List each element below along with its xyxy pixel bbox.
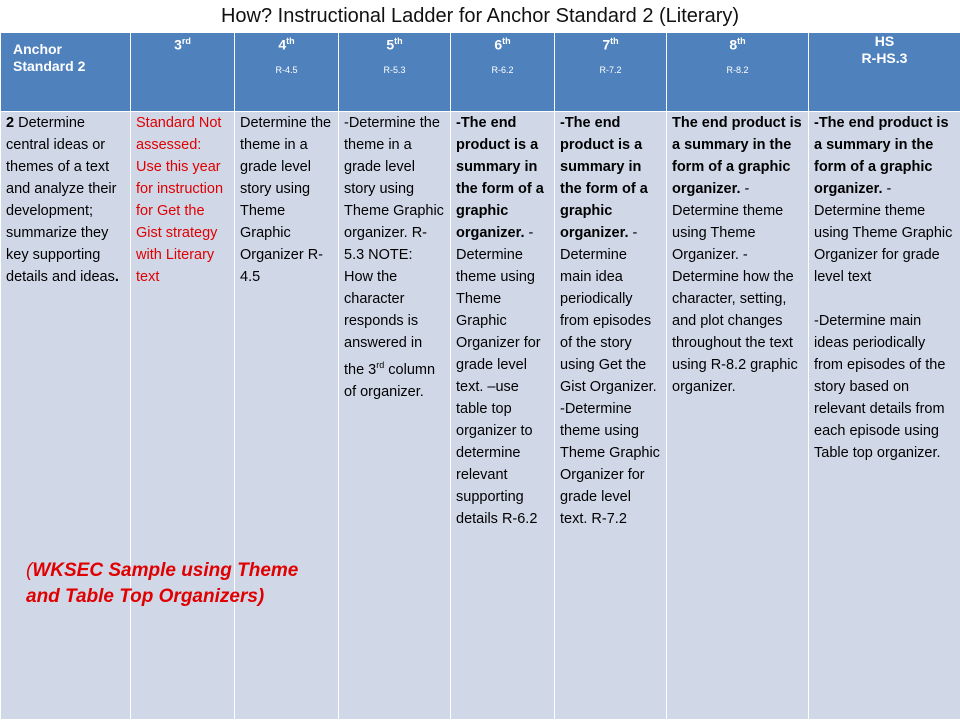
header-hs [809, 33, 960, 112]
cell-grade-8 [667, 112, 809, 720]
grade-8-text: -Determine theme using Theme Organizer. -Determine how the character, setting, and plot changes throughout the text using R-8.2 graphic organizer. [672, 181, 798, 395]
note-text: WKSEC Sample using Theme and Table Top Organizers) [26, 560, 299, 607]
grade-8-bold: The end product is a summary in the form of a graphic organizer. [672, 115, 802, 197]
cell-hs [809, 112, 960, 720]
header-code: R-HS.3 [861, 50, 908, 66]
header-label: 8 [729, 36, 738, 53]
header-grade-5 [339, 33, 451, 112]
grade-6-text: - Determine theme using Theme Graphic Organizer for grade level text. –use table top organizer to determine relevant supporting details R-6.2 [456, 225, 541, 527]
grade-4-text: Determine the theme in a grade level story using Theme Graphic Organizer R-4.5 [240, 115, 332, 285]
anchor-text: Determine central ideas or themes of a text and analyze their development; summarize they key supporting details and ideas [6, 115, 117, 285]
header-code: R-5.3 [383, 64, 406, 75]
header-sup: rd [181, 36, 191, 46]
header-grade-4 [235, 33, 339, 112]
header-row [1, 33, 960, 112]
grade-7-bold: -The end product is a summary in the form of a graphic organizer. [560, 115, 648, 241]
grade-5-sup: rd [376, 360, 385, 370]
slide-title: How? Instructional Ladder for Anchor Standard 2 (Literary) [220, 5, 740, 27]
grade-6-bold: -The end product is a summary in the form of a graphic organizer. [456, 115, 544, 241]
header-code: R-7.2 [599, 64, 622, 75]
header-anchor-standard [1, 33, 131, 112]
cell-grade-7 [555, 112, 667, 720]
header-code: R-4.5 [275, 64, 298, 75]
sample-note [26, 558, 336, 610]
anchor-number: 2 [6, 115, 15, 131]
content-row [1, 112, 960, 720]
header-sup: th [394, 36, 403, 46]
cell-grade-6 [451, 112, 555, 720]
cell-grade-5 [339, 112, 451, 720]
hs-bold: -The end product is a summary in the form of a graphic organizer. [814, 115, 949, 197]
anchor-period: . [114, 269, 119, 285]
hs-text-1: -Determine theme using Theme Graphic Organizer for grade level text [814, 181, 953, 285]
grade-5-text: -Determine the theme in a grade level story using Theme Graphic organizer. R-5.3 NOTE: How the character responds is answered in the 3 [344, 115, 444, 378]
header-label: 4 [278, 36, 287, 53]
header-sup: th [502, 36, 511, 46]
header-sup: th [286, 36, 295, 46]
header-sup: th [610, 36, 619, 46]
note-paren: ( [26, 560, 33, 581]
instructional-ladder-table [0, 32, 960, 720]
header-code: R-8.2 [726, 64, 749, 75]
grade-5-text-end: column of organizer. [344, 361, 436, 400]
header-code: R-6.2 [491, 64, 514, 75]
grade-7-text: -Determine main idea periodically from episodes of the story using Get the Gist Organizer. -Determine theme using Theme Graphic Organizer for grade level text. R-7.2 [560, 225, 660, 527]
header-label: 6 [494, 36, 503, 53]
grade-3-text: Standard Not assessed: Use this year for instruction for Get the Gist strategy with Literary text [136, 115, 224, 285]
header-grade-8 [667, 33, 809, 112]
header-label: 7 [602, 36, 611, 53]
header-label: Anchor Standard 2 [13, 41, 86, 74]
header-label: HS [874, 33, 895, 49]
cell-grade-3 [131, 112, 235, 720]
header-label: 3 [174, 36, 182, 53]
header-grade-6 [451, 33, 555, 112]
header-grade-7 [555, 33, 667, 112]
header-sup: th [737, 36, 746, 46]
header-grade-3 [131, 33, 235, 112]
cell-grade-4 [235, 112, 339, 720]
cell-anchor-standard [1, 112, 131, 720]
header-label: 5 [386, 36, 395, 53]
hs-text-2: -Determine main ideas periodically from episodes of the story based on relevant details from each episode using Table top organizer. [814, 313, 946, 461]
